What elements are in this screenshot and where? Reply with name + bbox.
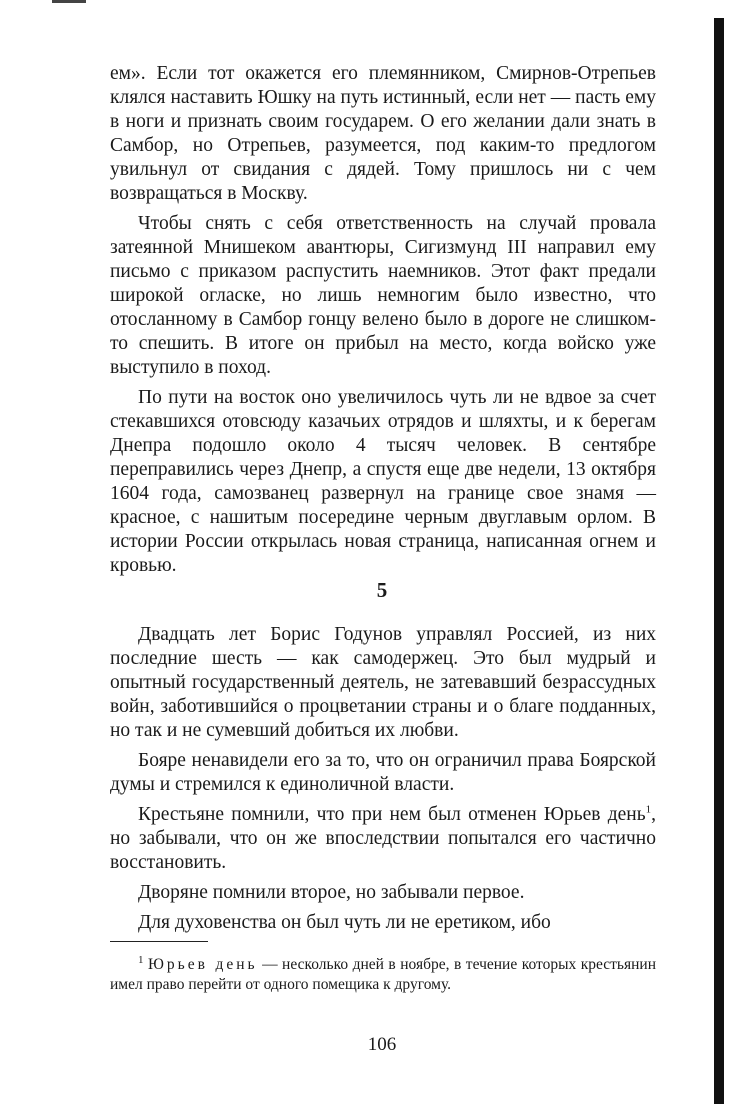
section-number: 5 — [376, 578, 388, 602]
footnote-text: — несколько дней в ноябре, в течение которых крестьянин имел право перейти от одного помещика к другому. — [110, 956, 657, 993]
page-edge-shadow — [714, 18, 724, 1104]
paragraph: Двадцать лет Борис Годунов управлял Россией, из них последние шесть — как самодержец. Это был мудрый и опытный государственный деятель, не затевавший безрассудных войн, заботившийся о процветании страны и о благе подданных, но так и не сумевший добиться их любви. — [110, 624, 656, 741]
page-number: 106 — [367, 1034, 397, 1055]
footnote-ref: 1 — [645, 803, 652, 816]
paragraph-text: Крестьяне помнили, что при нем был отменен Юрьев день — [138, 804, 646, 825]
text-block-bottom — [110, 623, 656, 935]
footnote-term: Юрьев день — [148, 956, 258, 973]
paragraph: Бояре ненавидели его за то, что он ограничил права Боярской думы и стремился к единоличной власти. — [110, 750, 656, 795]
paragraph-text: , но забывали, что он же впоследствии попытался его частично восстановить. — [110, 804, 656, 873]
paragraph: Дворяне помнили второе, но забывали первое. — [138, 882, 525, 903]
footnote — [110, 955, 656, 995]
footnote-divider — [110, 941, 208, 942]
footnote-marker: 1 — [138, 953, 144, 966]
scan-mark — [52, 0, 86, 3]
paragraph: Для духовенства он был чуть ли не еретиком, ибо — [138, 912, 551, 933]
paragraph: По пути на восток оно увеличилось чуть ли не вдвое за счет стекавшихся отовсюду казачьих отрядов и шляхты, и к берегам Днепра подошло около 4 тысяч человек. В сентябре переправились через Днепр, а спустя еще две недели, 13 октября 1604 года, самозванец развернул на границе свое знамя — красное, с нашитым посередине черным двуглавым орлом. В истории России открылась новая страница, написанная огнем и кровью. — [110, 387, 656, 576]
text-block-top — [110, 62, 656, 578]
paragraph: ем». Если тот окажется его племянником, Смирнов-Отрепьев клялся наставить Юшку на путь истинный, если нет — пасть ему в ноги и признать своим государем. О его желании дали знать в Самбор, но Отрепьев, разумеется, под каким-то предлогом увильнул от свидания с дядей. Тому пришлось ни с чем возвращаться в Москву. — [110, 63, 656, 204]
paragraph — [110, 803, 656, 875]
paragraph: Чтобы снять с себя ответственность на случай провала затеянной Мнишеком авантюры, Сигизмунд III направил ему письмо с приказом распустить наемников. Этот факт предали широкой огласке, но лишь немногим было известно, что отосланному в Самбор гонцу велено было в дороге не слишком-то спешить. В итоге он прибыл на место, когда войско уже выступило в поход. — [110, 213, 656, 378]
